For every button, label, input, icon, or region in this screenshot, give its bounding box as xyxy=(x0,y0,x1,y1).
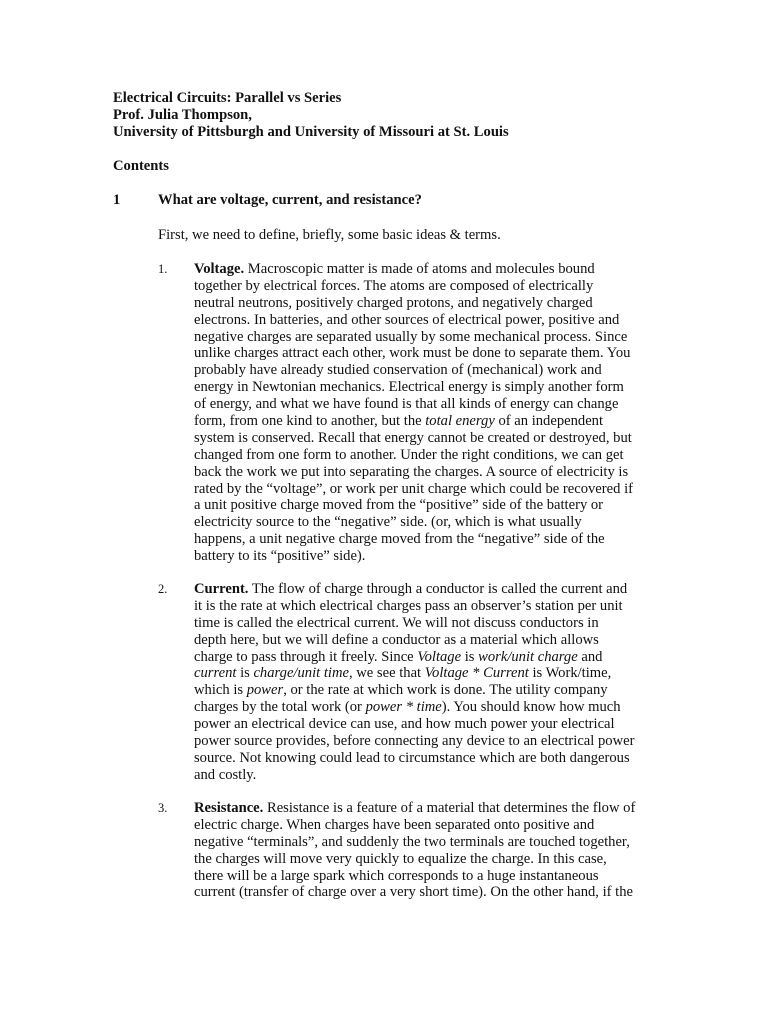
text-line: source. Not knowing could lead to circumstance which are both dangerous xyxy=(194,749,630,766)
document-title: Electrical Circuits: Parallel vs Series xyxy=(113,90,342,106)
text-line: happens, a unit negative charge moved from the “negative” side of the xyxy=(194,531,605,548)
text-line: Voltage. Macroscopic matter is made of atoms and molecules bound xyxy=(194,261,595,277)
text-line: charge to pass through it freely. Since Voltage is work/unit charge and xyxy=(194,648,603,665)
text-line: there will be a large spark which corresponds to a huge instantaneous xyxy=(194,867,599,884)
document-header xyxy=(113,90,509,141)
text-line: negative charges are separated usually by some mechanical process. Since xyxy=(194,328,628,345)
text-line: depth here, but we will define a conductor as a material which allows xyxy=(194,631,599,648)
section-title: What are voltage, current, and resistance? xyxy=(158,192,422,208)
author-affiliation: University of Pittsburgh and University of Missouri at St. Louis xyxy=(113,123,509,140)
text-line: battery to its “positive” side). xyxy=(194,548,366,565)
text-line: rated by the “voltage”, or work per unit charge which could be recovered if xyxy=(194,480,633,497)
text-line: power source provides, before connecting any device to an electrical power xyxy=(194,733,635,750)
text-line: Current. The flow of charge through a conductor is called the current and xyxy=(194,581,628,597)
text-line: negative “terminals”, and suddenly the two terminals are touched together, xyxy=(194,833,630,850)
list-item-number: 3. xyxy=(158,801,168,815)
list-item-body xyxy=(194,261,664,565)
text-line: a unit positive charge moved from the “positive” side of the battery or xyxy=(194,497,604,514)
text-line: and costly. xyxy=(194,766,257,783)
list-item-body xyxy=(194,581,664,784)
text-line: current is charge/unit time, we see that Voltage * Current is Work/time, xyxy=(194,665,612,682)
text-line: together by electrical forces. The atoms are composed of electrically xyxy=(194,277,594,294)
list-item-number: 2. xyxy=(158,582,168,596)
text-line: the charges will move very quickly to equalize the charge. In this case, xyxy=(194,850,607,867)
text-line: changed from one form to another. Under the right conditions, we can get xyxy=(194,446,624,463)
text-line: electrons. In batteries, and other sources of electrical power, positive and xyxy=(194,311,620,328)
text-line: it is the rate at which electrical charges pass an observer’s station per unit xyxy=(194,597,623,614)
text-line: probably have already studied conservation of (mechanical) work and xyxy=(194,362,602,379)
term-label: Resistance. xyxy=(194,800,264,816)
text-line: charges by the total work (or power * time). You should know how much xyxy=(194,699,621,716)
contents-heading: Contents xyxy=(113,158,169,174)
term-label: Voltage. xyxy=(194,261,245,277)
text-line: system is conserved. Recall that energy cannot be created or destroyed, but xyxy=(194,429,632,446)
section-number: 1 xyxy=(113,192,121,208)
text-line: form, from one kind to another, but the total energy of an independent xyxy=(194,413,604,430)
text-line: power an electrical device can use, and how much power your electrical xyxy=(194,716,615,733)
text-line: time is called the electrical current. We will not discuss conductors in xyxy=(194,614,599,631)
text-line: electric charge. When charges have been separated onto positive and xyxy=(194,816,595,833)
text-line: of energy, and what we have found is that all kinds of energy can change xyxy=(194,396,619,413)
text-line: energy in Newtonian mechanics. Electrical energy is simply another form xyxy=(194,379,624,396)
text-line: unlike charges attract each other, work must be done to separate them. You xyxy=(194,345,631,362)
text-line: electricity source to the “negative” side. (or, which is what usually xyxy=(194,514,582,531)
section-heading xyxy=(113,192,422,209)
text-line: Resistance. Resistance is a feature of a material that determines the flow of xyxy=(194,800,636,816)
text-line: current (transfer of charge over a very short time). On the other hand, if the xyxy=(194,884,633,901)
text-line: neutral neutrons, positively charged protons, and negatively charged xyxy=(194,294,593,311)
term-label: Current. xyxy=(194,581,249,597)
text-line: back the work we put into separating the charges. A source of electricity is xyxy=(194,463,629,480)
list-item-number: 1. xyxy=(158,262,168,276)
list-item-body xyxy=(194,800,664,901)
author-name: Prof. Julia Thompson, xyxy=(113,106,252,123)
intro-paragraph: First, we need to define, briefly, some basic ideas & terms. xyxy=(158,227,501,243)
text-line: which is power, or the rate at which work is done. The utility company xyxy=(194,682,608,699)
